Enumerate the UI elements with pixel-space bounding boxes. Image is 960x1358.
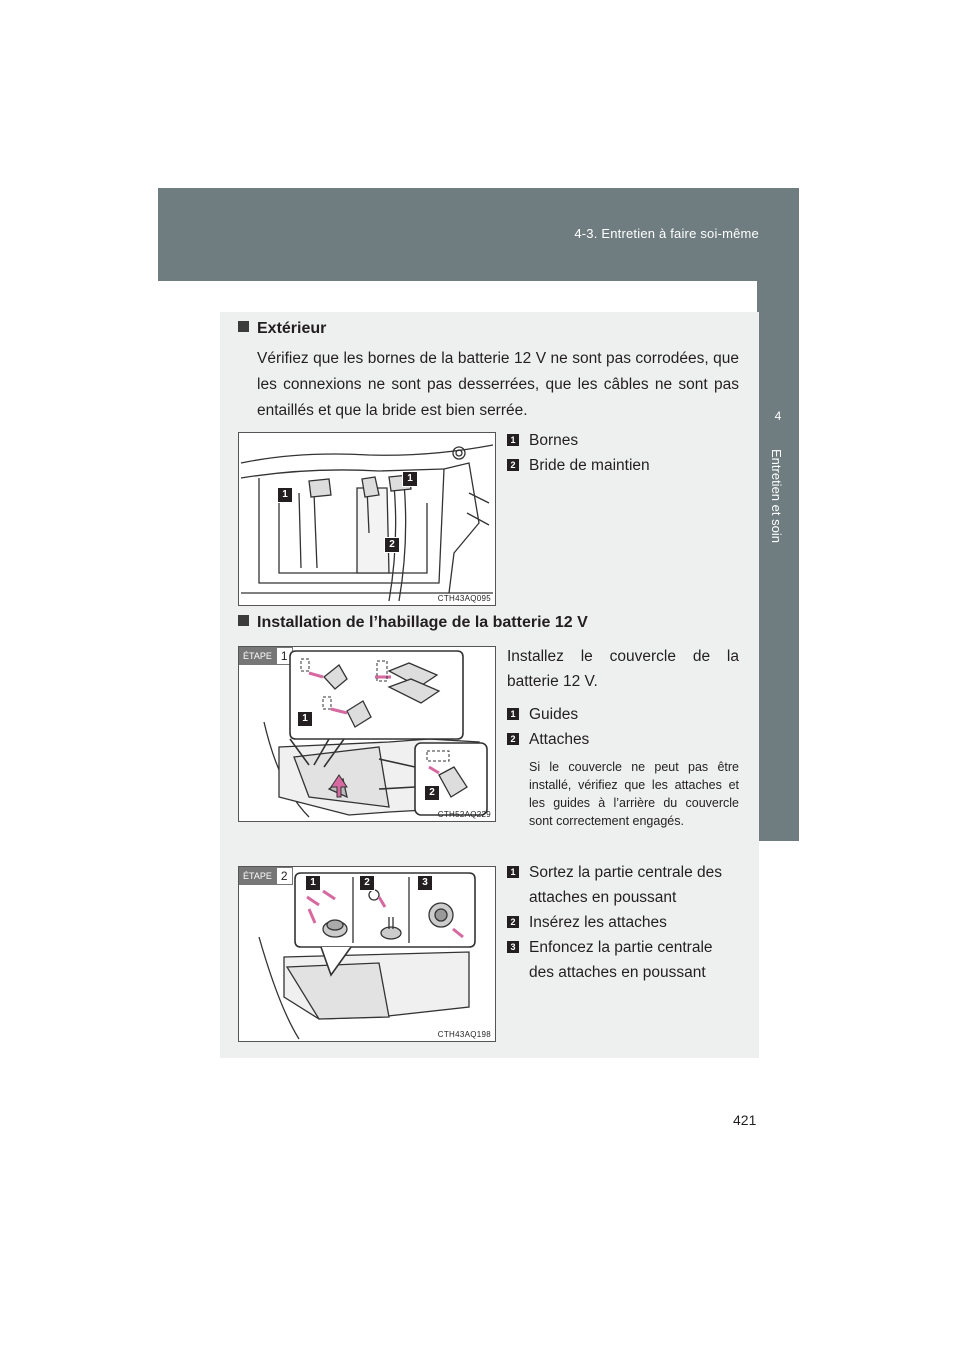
exterior-legend [507,428,739,478]
battery-terminals-figure [238,432,496,606]
heading-installation: Installation de l’habillage de la batterie 12 V [238,614,588,632]
legend-item: 2 Bride de maintien [507,453,739,478]
square-bullet-icon [238,321,249,332]
legend-item: 1 Guides [507,702,739,727]
step1-note: Si le couvercle ne peut pas être installé, vérifiez que les attaches et les guides à l’arrière du couvercle sont correctement engagés. [529,760,739,828]
callout-2: 2 [384,537,400,553]
chapter-number: 4 [774,409,782,423]
figure-code: CTH43AQ198 [437,1030,491,1039]
figure-code: CTH52AQ229 [437,810,491,819]
chapter-side-tab [757,281,799,841]
callout-1: 1 [305,875,321,891]
step1-figure [238,646,496,822]
cover-install-illustration [239,647,495,821]
legend-item: 1 Sortez la partie centrale des attaches en poussant [507,860,739,910]
heading-exterior: Extérieur [238,320,326,338]
callout-1-left: 1 [277,487,293,503]
square-bullet-icon [238,615,249,626]
callout-1-right: 1 [402,471,418,487]
callout-2: 2 [424,785,440,801]
step1-intro: Installez le couvercle de la batterie 12 V. [507,648,739,690]
legend-item: 2 Attaches [507,727,739,752]
section-title: 4-3. Entretien à faire soi-même [574,226,759,241]
clip-illustration [239,867,495,1041]
legend-item: 1 Bornes [507,428,739,453]
callout-3: 3 [417,875,433,891]
step2-instructions [507,860,739,985]
page-number: 421 [733,1112,757,1128]
callout-1: 1 [297,711,313,727]
battery-illustration [239,433,495,605]
figure-code: CTH43AQ095 [437,594,491,603]
header-band [158,188,799,281]
chapter-title: Entretien et soin [769,449,784,543]
step1-badge: ÉTAPE 1 [239,647,293,665]
legend-item: 3 Enfoncez la partie centrale des attaches en poussant [507,935,739,985]
callout-2: 2 [359,875,375,891]
step2-badge: ÉTAPE 2 [239,867,293,885]
exterior-text: Vérifiez que les bornes de la batterie 12 V ne sont pas corrodées, que les connexions ne sont pas desserrées, que les câbles ne sont pas entaillés et que la bride est bien serrée. [257,350,739,419]
step2-figure [238,866,496,1042]
legend-item: 2 Insérez les attaches [507,910,739,935]
step1-instructions [507,644,739,830]
